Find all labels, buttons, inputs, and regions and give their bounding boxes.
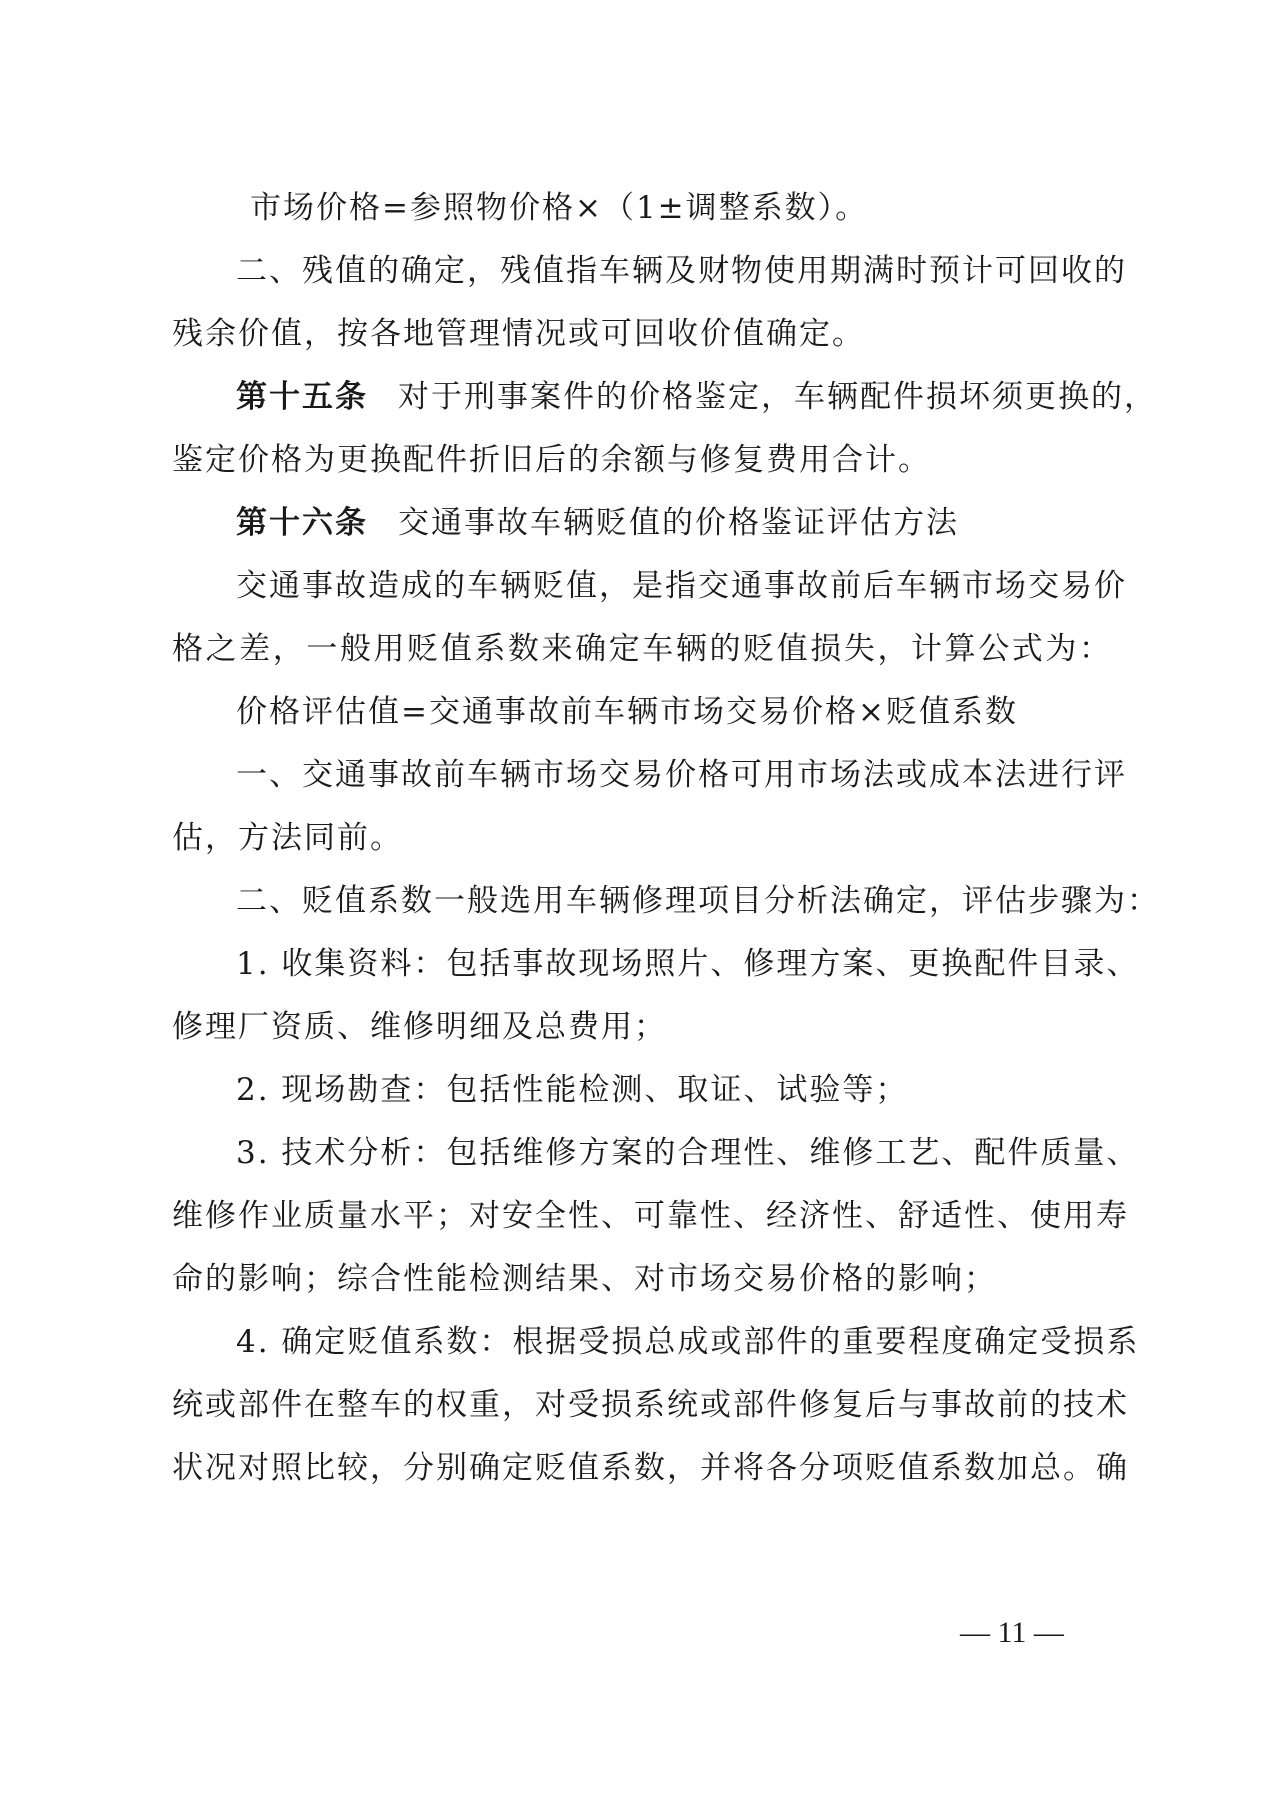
text-line: 残余价值，按各地管理情况或可回收价值确定。 xyxy=(172,316,865,352)
list-item: 1. 收集资料：包括事故现场照片、修理方案、更换配件目录、 xyxy=(236,946,1140,982)
text-line: 交通事故造成的车辆贬值，是指交通事故前后车辆市场交易价 xyxy=(236,568,1127,604)
text-line: 命的影响；综合性能检测结果、对市场交易价格的影响； xyxy=(172,1261,997,1297)
article-heading: 第十五条 xyxy=(236,379,368,415)
text-line: 估，方法同前。 xyxy=(172,820,403,856)
list-item: 4. 确定贬值系数：根据受损总成或部件的重要程度确定受损系 xyxy=(236,1324,1140,1360)
text-line: 二、贬值系数一般选用车辆修理项目分析法确定，评估步骤为： xyxy=(236,883,1160,919)
text-line: 对于刑事案件的价格鉴定，车辆配件损坏须更换的， xyxy=(398,379,1157,415)
text-line: 交通事故车辆贬值的价格鉴证评估方法 xyxy=(398,505,959,541)
article-16-paragraph xyxy=(236,503,1112,543)
article-15-paragraph xyxy=(236,377,1157,417)
formula-line: 价格评估值=交通事故前车辆市场交易价格×贬值系数 xyxy=(236,694,1018,730)
list-item: 2. 现场勘查：包括性能检测、取证、试验等； xyxy=(236,1072,909,1108)
text-line: 状况对照比较，分别确定贬值系数，并将各分项贬值系数加总。确 xyxy=(172,1450,1129,1486)
text-line: 统或部件在整车的权重，对受损系统或部件修复后与事故前的技术 xyxy=(172,1387,1129,1423)
text-line: 鉴定价格为更换配件折旧后的余额与修复费用合计。 xyxy=(172,442,931,478)
article-heading: 第十六条 xyxy=(236,505,368,541)
text-line: 格之差，一般用贬值系数来确定车辆的贬值损失，计算公式为： xyxy=(172,631,1112,667)
text-line: 维修作业质量水平；对安全性、可靠性、经济性、舒适性、使用寿 xyxy=(172,1198,1129,1234)
list-item: 3. 技术分析：包括维修方案的合理性、维修工艺、配件质量、 xyxy=(236,1135,1140,1171)
page-number: — 11 — xyxy=(960,1616,1064,1649)
text-line: 市场价格=参照物价格×（1±调整系数）。 xyxy=(250,190,869,226)
text-line: 二、残值的确定，残值指车辆及财物使用期满时预计可回收的 xyxy=(236,253,1127,289)
text-line: 一、交通事故前车辆市场交易价格可用市场法或成本法进行评 xyxy=(236,757,1127,793)
text-line: 修理厂资质、维修明细及总费用； xyxy=(172,1009,667,1045)
